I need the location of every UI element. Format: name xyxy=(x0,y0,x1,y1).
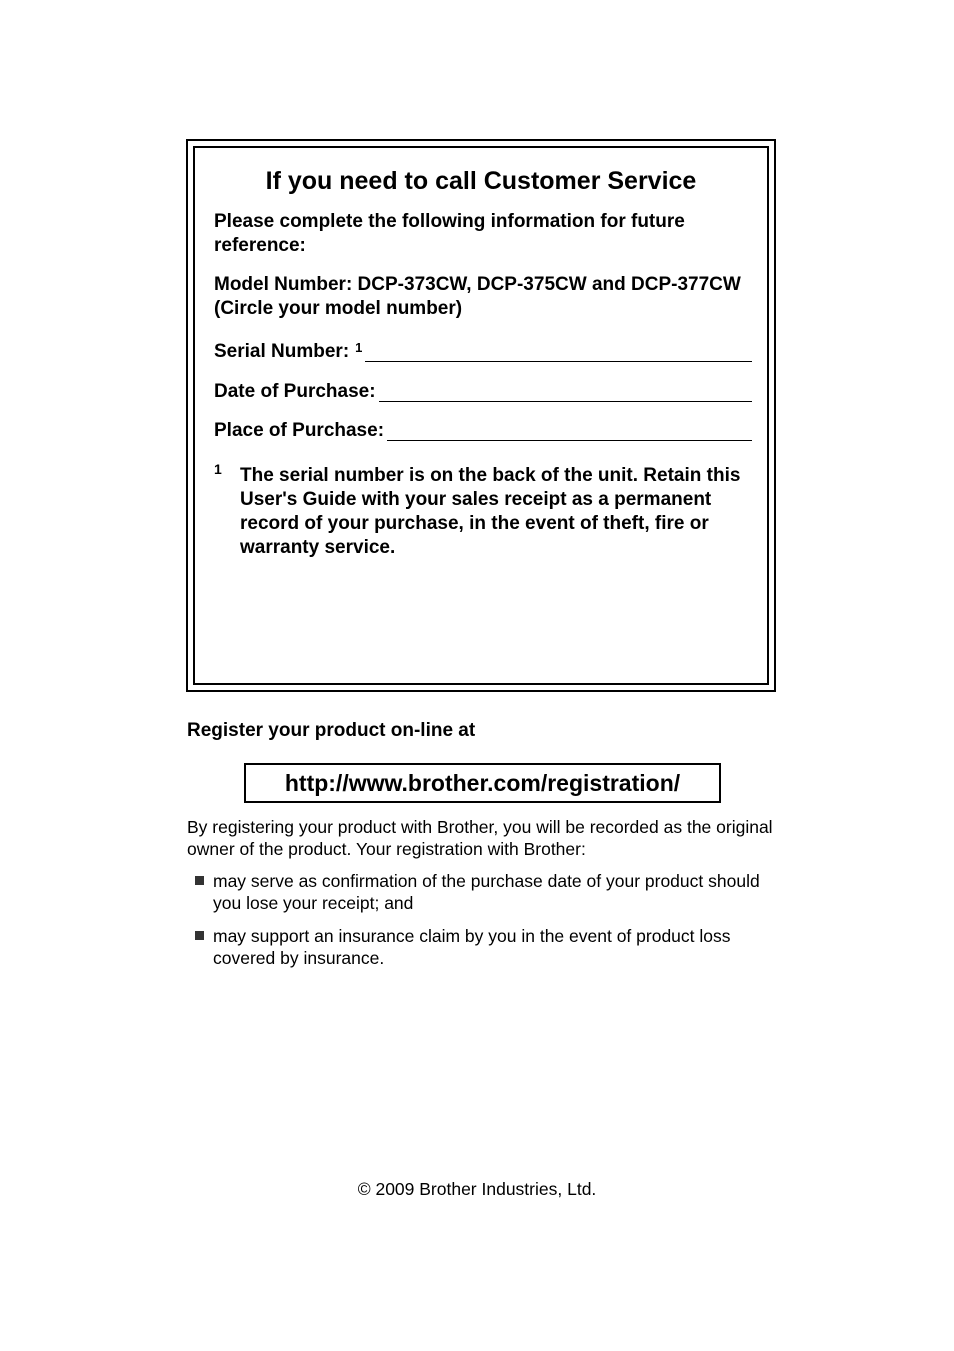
model-number-text: Model Number: DCP-373CW, DCP-375CW and DCP-377CW (Circle your model number) xyxy=(214,274,741,319)
list-item-text: may support an insurance claim by you in the event of product loss covered by insurance. xyxy=(213,926,731,968)
date-of-purchase-line[interactable] xyxy=(379,400,752,402)
customer-service-box xyxy=(186,139,776,692)
registration-url-link[interactable]: http://www.brother.com/registration/ xyxy=(244,763,721,803)
register-heading: Register your product on-line at xyxy=(187,720,476,741)
serial-number-line[interactable] xyxy=(365,360,752,362)
place-of-purchase-line[interactable] xyxy=(387,439,752,441)
footnote-text: The serial number is on the back of the unit. Retain this User's Guide with your sales receipt as a permanent record of your purchase, in the event of theft, fire or warranty service. xyxy=(240,465,741,558)
copyright-text: © 2009 Brother Industries, Ltd. xyxy=(357,1179,597,1199)
serial-number-footnote-ref: 1 xyxy=(355,340,363,355)
date-of-purchase-field[interactable] xyxy=(214,380,752,404)
list-item-text: may serve as confirmation of the purchase date of your product should you lose your receipt; and xyxy=(213,871,760,913)
list-item xyxy=(193,870,778,914)
place-of-purchase-label: Place of Purchase: xyxy=(214,420,385,441)
serial-number-field[interactable] xyxy=(214,340,752,364)
customer-service-inner-box xyxy=(193,146,769,685)
intro-text: Please complete the following information for future reference: xyxy=(214,211,685,256)
square-bullet-icon xyxy=(195,931,204,940)
customer-service-title: If you need to call Customer Service xyxy=(265,167,697,195)
place-of-purchase-field[interactable] xyxy=(214,419,752,443)
list-item xyxy=(193,925,778,969)
registration-description: By registering your product with Brother, you will be recorded as the original owner of the product. Your registration with Brother: xyxy=(187,817,773,859)
serial-number-label: Serial Number: xyxy=(214,341,350,362)
square-bullet-icon xyxy=(195,876,204,885)
date-of-purchase-label: Date of Purchase: xyxy=(214,381,376,402)
footnote-mark: 1 xyxy=(214,461,222,477)
